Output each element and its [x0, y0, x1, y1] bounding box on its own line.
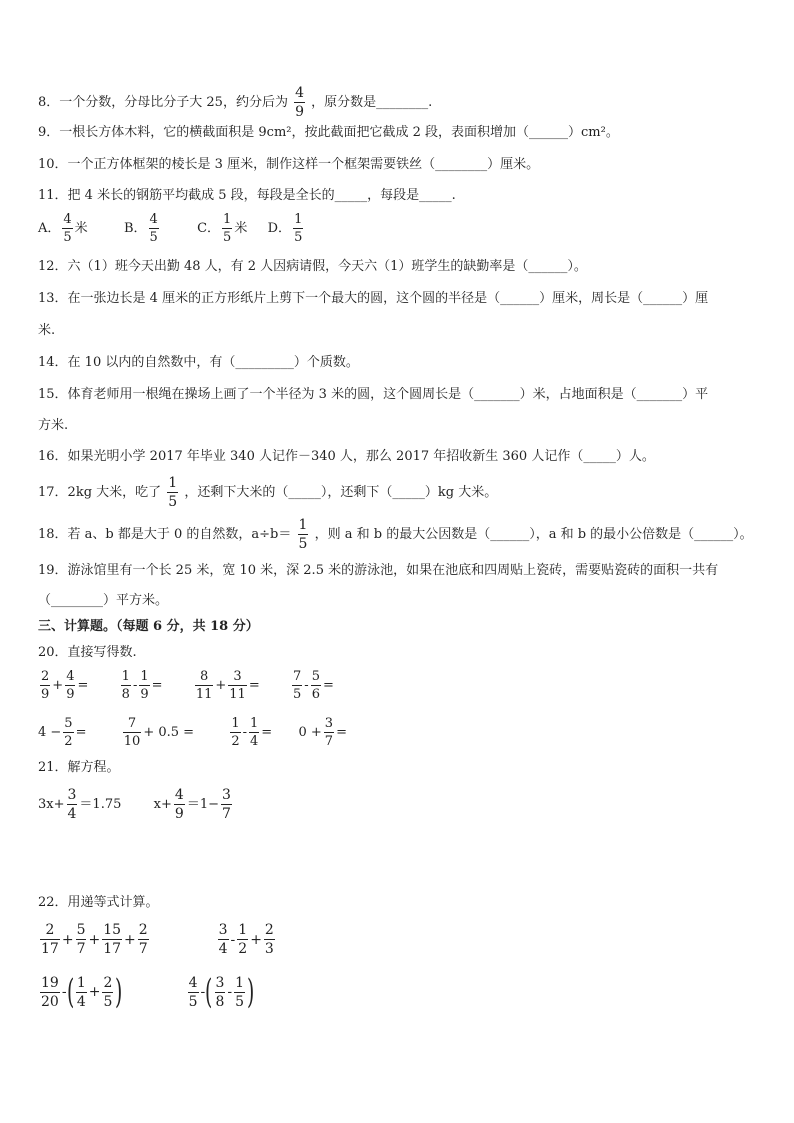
fraction: $\frac{1}{5}$: [168, 475, 178, 510]
question-21-title: 21．解方程。: [38, 760, 120, 775]
left-paren: (: [66, 972, 74, 1012]
fraction: $\frac{3}{7}$: [221, 787, 231, 822]
fraction: $\frac{2}{5}$: [103, 974, 113, 1010]
question-20-title: 20．直接写得数.: [38, 645, 137, 660]
question-8: [38, 86, 432, 119]
fraction: $\frac{1}{5}$: [235, 974, 245, 1010]
expression: $\frac{3}{4}$ - $\frac{1}{2}$ + $\frac{2}{3}$: [218, 922, 274, 957]
expression: $\frac{1}{2}$ - $\frac{1}{4}$ =: [231, 716, 273, 749]
fraction: $\frac{2}{7}$: [138, 922, 148, 957]
question-14: 14．在 10 以内的自然数中，有（_________）个质数。: [38, 355, 359, 370]
fraction: $\frac{1}{4}$: [76, 974, 86, 1010]
option-d: D． $\frac{1}{5}$: [267, 212, 303, 245]
fraction: $\frac{19}{20}$: [41, 974, 59, 1010]
fraction: $\frac{2}{17}$: [41, 922, 59, 957]
question-22-title: 22．用递等式计算。: [38, 895, 159, 910]
q21-equations: [38, 788, 234, 821]
fraction: $\frac{3}{8}$: [215, 974, 225, 1010]
fraction: $\frac{5}{2}$: [64, 716, 73, 749]
expression: $\frac{8}{11}$ + $\frac{3}{11}$ =: [195, 669, 260, 702]
question-17: 17．2kg 大米，吃了 $\frac{1}{5}$ ，还剩下大米的（_____），还剩下（_____）kg 大米。: [38, 475, 498, 510]
fraction: $\frac{4}{5}$: [188, 974, 198, 1010]
q20-row-2: [38, 717, 347, 748]
expression: $\frac{4}{5}$ -( $\frac{3}{8}$ - $\frac{1}{5}$ ): [188, 972, 255, 1012]
expression: $\frac{2}{17}$ + $\frac{5}{7}$ + $\frac{15}{17}$ + $\frac{2}{7}$: [41, 922, 148, 957]
fraction: $\frac{2}{3}$: [264, 922, 274, 957]
expression: $\frac{2}{9}$ + $\frac{4}{9}$ =: [41, 669, 89, 702]
question-11-options: [38, 213, 305, 244]
expression: 0 + $\frac{3}{7}$ =: [298, 716, 347, 749]
option-b: B． $\frac{4}{5}$: [123, 212, 158, 245]
right-paren: ): [115, 972, 123, 1012]
fraction: $\frac{3}{11}$: [229, 669, 246, 702]
fraction: $\frac{1}{2}$: [231, 716, 240, 749]
option-a: A． $\frac{4}{5}$ 米: [38, 212, 88, 245]
question-9: 9．一根长方体木料，它的横截面积是 9cm²，按此截面把它截成 2 段，表面积增加（______）cm²。: [38, 125, 619, 140]
fraction: $\frac{5}{7}$: [76, 922, 86, 957]
right-paren: ): [247, 972, 255, 1012]
expression: $\frac{19}{20}$ -( $\frac{1}{4}$ + $\frac{2}{5}$ ): [41, 972, 123, 1012]
q20-row-1: [38, 670, 334, 701]
question-12: 12．六（1）班今天出勤 48 人，有 2 人因病请假，今天六（1）班学生的缺勤率是（______）。: [38, 259, 587, 274]
fraction: $\frac{4}{9}$: [295, 85, 305, 120]
fraction: $\frac{4}{9}$: [66, 669, 75, 702]
question-15-line-2: 方米.: [38, 418, 69, 433]
left-paren: (: [205, 972, 213, 1012]
fraction: $\frac{2}{9}$: [41, 669, 50, 702]
q22-row-1: [38, 923, 277, 956]
q8-text-after: ，原分数是________.: [311, 95, 433, 110]
question-10: 10．一个正方体框架的棱长是 3 厘米，制作这样一个框架需要铁丝（________）厘米。: [38, 157, 540, 172]
question-11: 11．把 4 米长的钢筋平均截成 5 段，每段是全长的_____，每段是_____.: [38, 188, 456, 203]
fraction: $\frac{4}{5}$: [63, 212, 72, 245]
fraction: $\frac{5}{6}$: [311, 669, 320, 702]
fraction: $\frac{1}{5}$: [298, 517, 308, 552]
section-3-heading: 三、计算题。（每题 6 分，共 18 分）: [38, 619, 259, 634]
expression: $\frac{7}{10}$ + 0.5 =: [123, 716, 195, 749]
question-16: 16．如果光明小学 2017 年毕业 340 人记作－340 人，那么 2017 年招收新生 360 人记作（_____）人。: [38, 449, 655, 464]
q22-row-2: [38, 972, 255, 1012]
fraction: $\frac{7}{10}$: [123, 716, 141, 749]
fraction: $\frac{4}{5}$: [149, 212, 158, 245]
expression: $\frac{7}{5}$ - $\frac{5}{6}$ =: [293, 669, 334, 702]
fraction: $\frac{1}{9}$: [140, 669, 149, 702]
option-c: C． $\frac{1}{5}$ 米: [197, 212, 248, 245]
question-19-line-2: （________）平方米。: [38, 593, 169, 608]
fraction: $\frac{3}{4}$: [218, 922, 228, 957]
fraction: $\frac{1}{4}$: [250, 716, 259, 749]
fraction: $\frac{3}{7}$: [324, 716, 334, 749]
fraction: $\frac{1}{2}$: [238, 922, 248, 957]
fraction: $\frac{15}{17}$: [103, 922, 122, 957]
expression: $\frac{1}{8}$ - $\frac{1}{9}$ =: [121, 669, 163, 702]
equation: 3x+ $\frac{3}{4}$ ＝1.75: [38, 787, 122, 822]
q8-text: 8．一个分数，分母比分子大 25，约分后为: [38, 95, 288, 110]
question-13-line-1: 13．在一张边长是 4 厘米的正方形纸片上剪下一个最大的圆，这个圆的半径是（______）厘米，周长是（______）厘: [38, 291, 709, 306]
question-13-line-2: 米.: [38, 323, 56, 338]
fraction: $\frac{8}{11}$: [195, 669, 213, 702]
fraction: $\frac{4}{9}$: [174, 787, 184, 822]
fraction: $\frac{1}{8}$: [121, 669, 130, 702]
expression: 4 − $\frac{5}{2}$ =: [38, 716, 87, 749]
question-15-line-1: 15．体育老师用一根绳在操场上画了一个半径为 3 米的圆，这个圆周长是（_______）米，占地面积是（_______）平: [38, 387, 709, 402]
fraction: $\frac{7}{5}$: [293, 669, 302, 702]
equation: x+ $\frac{4}{9}$ ＝1− $\frac{3}{7}$: [153, 787, 231, 822]
question-18: 18．若 a、b 都是大于 0 的自然数，a÷b＝ $\frac{1}{5}$ ，则 a 和 b 的最大公因数是（______），a 和 b 的最小公倍数是（______）。: [38, 517, 753, 552]
fraction: $\frac{1}{5}$: [223, 212, 232, 245]
fraction: $\frac{3}{4}$: [67, 787, 77, 822]
fraction: $\frac{1}{5}$: [294, 212, 303, 245]
question-19-line-1: 19．游泳馆里有一个长 25 米，宽 10 米，深 2.5 米的游泳池，如果在池底和四周贴上瓷砖，需要贴瓷砖的面积一共有: [38, 563, 719, 578]
